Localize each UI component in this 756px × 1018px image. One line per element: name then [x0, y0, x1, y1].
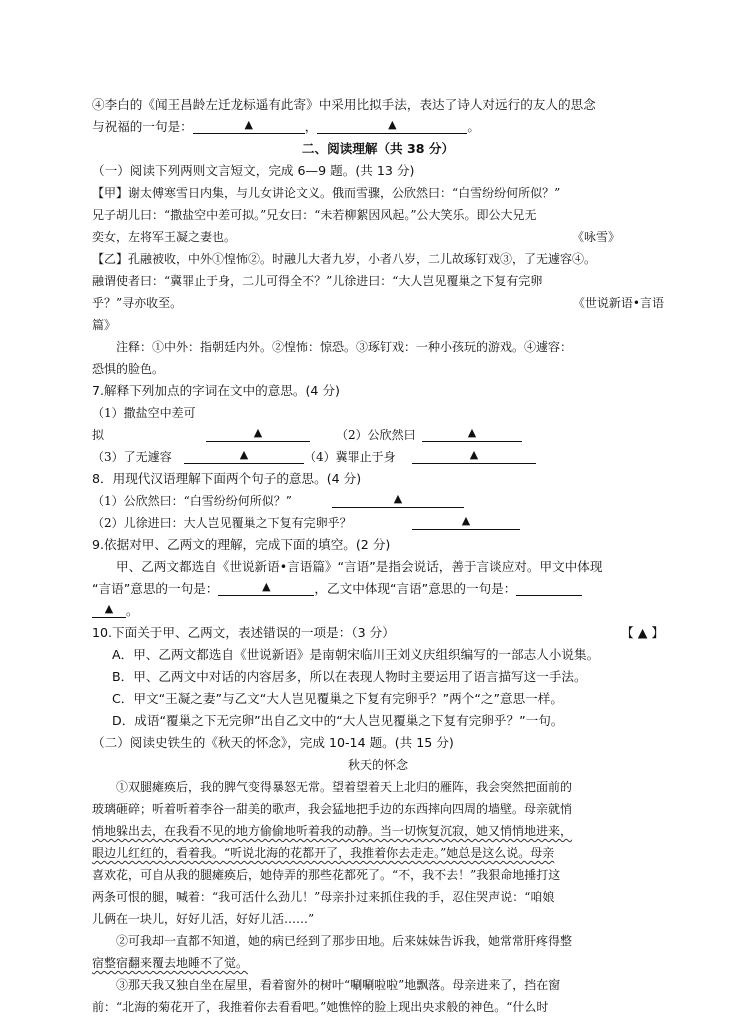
jia-line: 兄子胡儿曰：“撒盐空中差可拟。”兄女曰：“未若柳絮因风起。”公大笑乐。即公大兄无: [92, 208, 537, 222]
triangle-marker-icon: ▲: [393, 492, 403, 505]
q10-title: 10.下面关于甲、乙两文，表述错误的一项是：（3 分） 【 ▲ 】: [92, 622, 664, 644]
triangle-marker-icon: ▲: [461, 514, 471, 527]
para3-line: ③那天我又独自坐在屋里，看着窗外的树叶“唰唰啦啦”地飘落。母亲进来了，挡在窗: [116, 978, 561, 992]
q7-row: （3）了无遽容 ▲ （4）冀罪止于身 ▲: [92, 446, 664, 468]
triangle-marker-icon: ▲: [388, 118, 397, 131]
para1-line: ①双腿瘫痪后，我的脾气变得暴怒无常。望着望着天上北归的雁阵，我会突然把面前的: [116, 780, 573, 794]
q8-row: （2）儿徐进曰：大人岂见覆巢之下复有完卵乎？ ▲: [92, 512, 664, 534]
q10-option: C．甲文“王凝之妻”与乙文“大人岂见覆巢之下复有完卵乎？”两个“之”意思一样。: [112, 691, 563, 706]
answer-blank[interactable]: [218, 581, 314, 596]
q8-title: 8．用现代汉语理解下面两个句子的意思。(4 分): [92, 471, 362, 486]
answer-blank[interactable]: [412, 449, 536, 464]
triangle-marker-icon: ▲: [467, 426, 477, 439]
exam-page: [92, 94, 664, 1018]
jia-line: 【甲】谢太傅寒雪日内集，与儿女讲论文义。俄而雪骤，公欣然曰：“白雪纷纷何所似？”: [92, 186, 561, 200]
yi-line: 乎？”寻亦收至。 《世说新语•言语: [92, 292, 664, 314]
para2-line: ②可我却一直都不知道，她的病已经到了那步田地。后来妹妹告诉我，她常常肝疼得整: [116, 934, 573, 948]
para1-line: 两条可恨的腿，喊着：“我可活什么劲儿！”母亲扑过来抓住我的手，忍住哭声说：“咱娘: [92, 890, 555, 904]
triangle-marker-icon: ▲: [244, 118, 253, 131]
answer-blank[interactable]: [184, 449, 304, 464]
yi-line: 融谓使者曰：“冀罪止于身，二儿可得全不？”儿徐进曰：“大人岂见覆巢之下复有完卵: [92, 274, 543, 288]
answer-blank[interactable]: [332, 493, 464, 508]
triangle-marker-icon: ▲: [239, 448, 249, 461]
part2-heading: （二）阅读史铁生的《秋天的怀念》，完成 10-14 题。(共 15 分): [92, 735, 454, 750]
answer-blank[interactable]: [422, 427, 522, 442]
para2-line: 宿整宿翻来覆去地睡不了觉。: [92, 956, 249, 970]
yi-line: 【乙】孔融被收，中外①惶怖②。时融儿大者九岁，小者八岁，二儿故琢钉戏③，了无遽容④。: [92, 252, 597, 266]
para1-line: 儿俩在一块儿，好好儿活，好好儿活……”: [92, 912, 315, 926]
triangle-marker-icon: ▲: [104, 602, 114, 615]
notes-line: 恐惧的脸色。: [92, 362, 165, 376]
notes-line: 注释：①中外：指朝廷内外。②惶怖：惊恐。③琢钉戏：一种小孩玩的游戏。④遽容：: [116, 340, 573, 354]
para1-line: 眼边儿红红的，看着我。“听说北海的花都开了，我推着你去走走。”她总是这么说。母亲: [92, 846, 555, 860]
answer-blank[interactable]: [516, 581, 582, 596]
answer-blank[interactable]: [412, 515, 520, 530]
answer-blank[interactable]: [206, 427, 310, 442]
answer-blank[interactable]: [193, 119, 305, 134]
q9-line: 甲、乙两文都选自《世说新语•言语篇》“言语”是指会说话，善于言谈应对。甲文中体现: [116, 559, 603, 574]
q9-title: 9.依据对甲、乙两文的理解，完成下面的填空。(2 分): [92, 537, 391, 552]
q10-option: D．成语“覆巢之下无完卵”出自乙文中的“大人岂见覆巢之下复有完卵乎？”一句。: [112, 713, 564, 728]
jia-line: 奕女，左将军王凝之妻也。 《咏雪》: [92, 226, 664, 248]
q10-option: B．甲、乙两文中对话的内容居多，所以在表现人物时主要运用了语言描写这一手法。: [112, 669, 587, 684]
q7-title: 7.解释下列加点的字词在文中的意思。(4 分): [92, 383, 340, 398]
q4-line1: ④李白的《闻王昌龄左迁龙标遥有此寄》中采用比拟手法，表达了诗人对远行的友人的思念: [92, 97, 596, 112]
q10-option: A．甲、乙两文都选自《世说新语》是南朝宋临川王刘义庆组织编写的一部志人小说集。: [112, 647, 600, 662]
q7-row: （1）撒盐空中差可拟 ▲ （2）公欣然曰 ▲: [92, 402, 664, 446]
para1-line: 喜欢花，可自从我的腿瘫痪后，她侍弄的那些花都死了。“不，我不去！”我狠命地捶打这: [92, 868, 561, 882]
para1-line: 悄地躲出去，在我看不见的地方偷偷地听着我的动静。当一切恢复沉寂，她又悄悄地进来，: [92, 824, 573, 838]
para1-line: 玻璃砸碎；听着听着李谷一甜美的歌声，我会猛地把手边的东西摔向四周的墙壁。母亲就悄: [92, 802, 573, 816]
section-title: 二、阅读理解（共 38 分）: [301, 141, 455, 156]
part1-heading: （一）阅读下列两则文言短文，完成 6—9 题。(共 13 分): [92, 163, 415, 178]
answer-bracket[interactable]: 【 ▲ 】: [621, 625, 664, 640]
q9-line: “言语”意思的一句是： ▲ ，乙文中体现“言语”意思的一句是：: [92, 578, 664, 600]
jia-source: 《咏雪》: [571, 230, 620, 244]
answer-blank[interactable]: [317, 119, 467, 134]
q8-row: （1）公欣然曰：“白雪纷纷何所似？” ▲: [92, 490, 664, 512]
triangle-marker-icon: ▲: [469, 448, 479, 461]
q4-line2: 与祝福的一句是： ▲ ， ▲ 。: [92, 116, 664, 138]
para3-line: 前：“北海的菊花开了，我推着你去看看吧。”她憔悴的脸上现出央求般的神色。“什么时: [92, 1000, 549, 1014]
answer-blank[interactable]: [92, 603, 126, 618]
triangle-marker-icon: ▲: [262, 580, 271, 593]
q9-line: ▲ 。: [92, 600, 664, 622]
yi-source: 《世说新语•言语: [572, 296, 664, 310]
article-title: 秋天的怀念: [347, 758, 408, 772]
triangle-marker-icon: ▲: [253, 426, 263, 439]
yi-source-end: 篇》: [92, 318, 117, 332]
